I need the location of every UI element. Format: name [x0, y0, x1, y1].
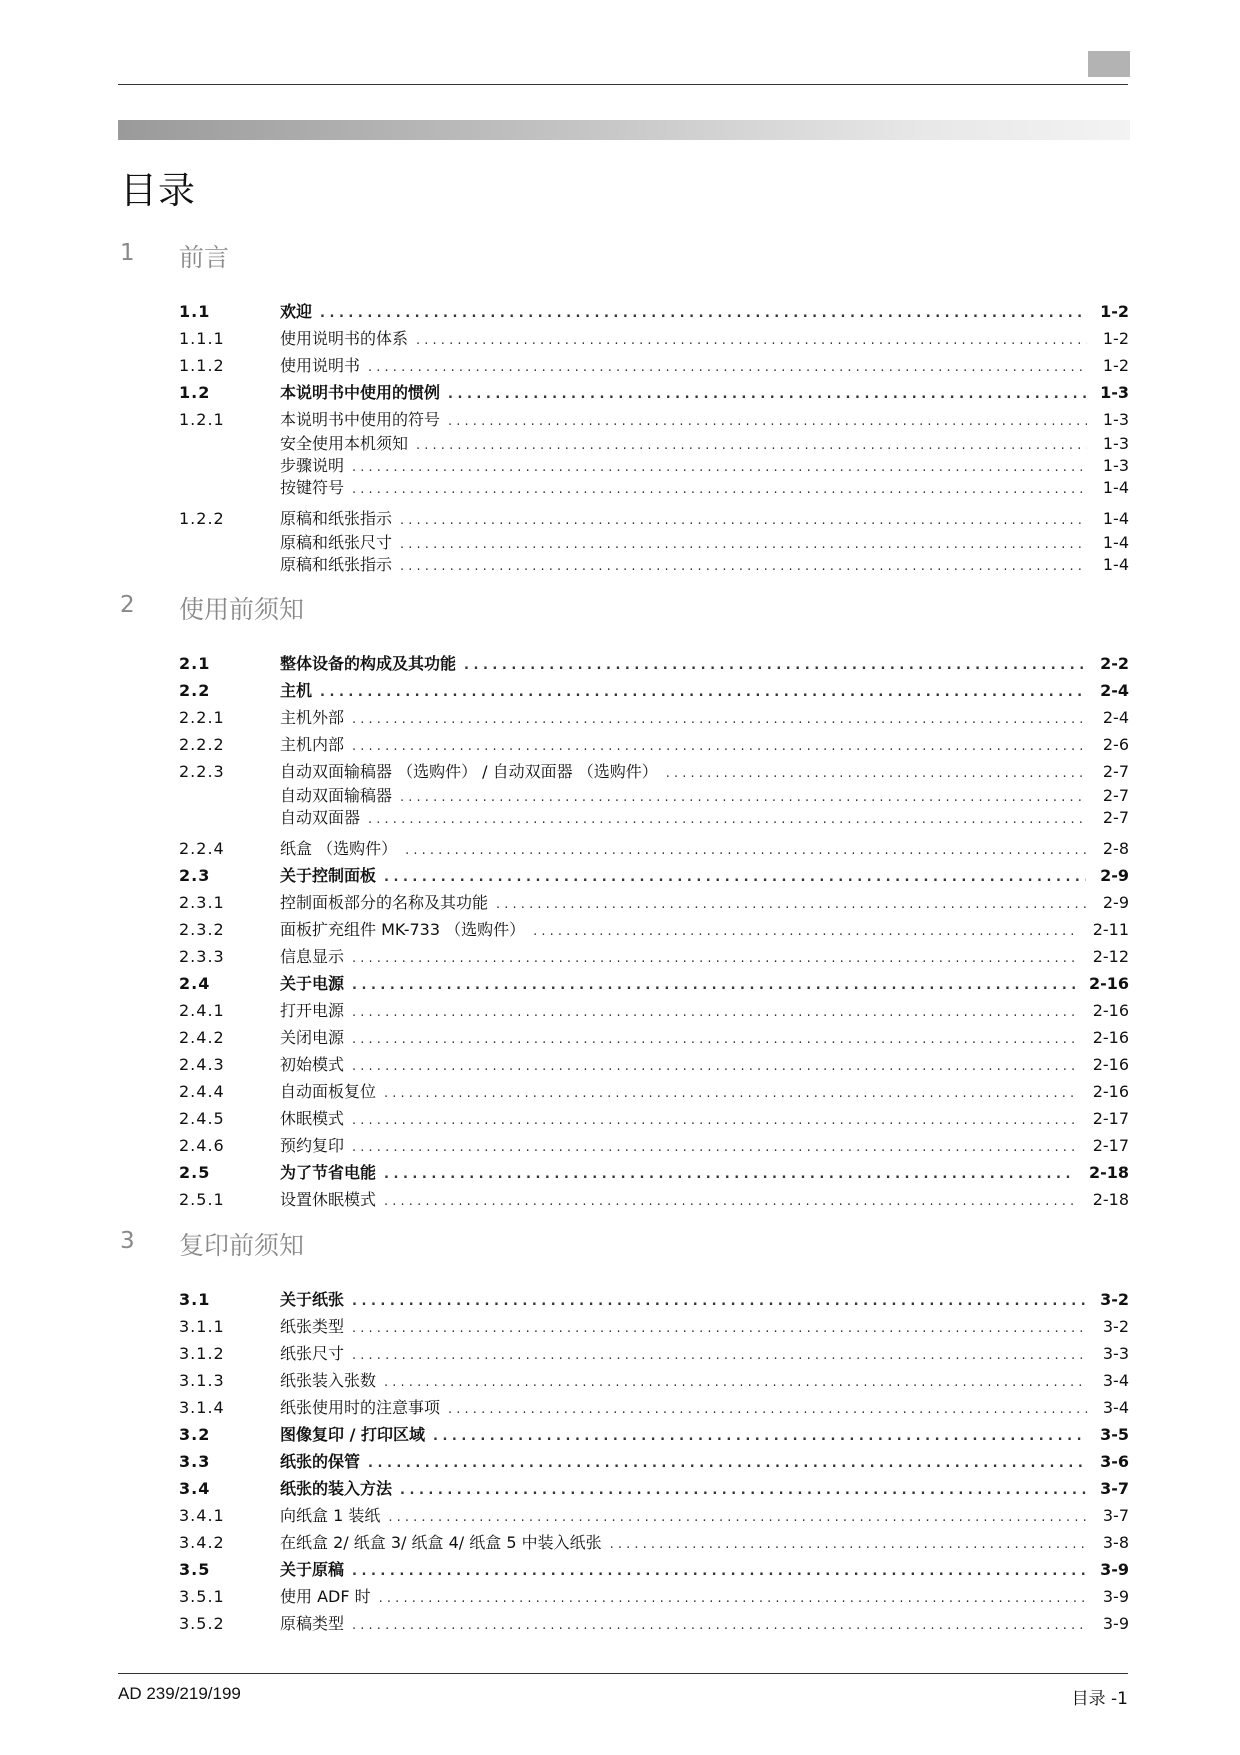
chapter-entries — [0, 1286, 1240, 1637]
toc-entry-label: 在纸盒 2/ 纸盒 3/ 纸盒 4/ 纸盒 5 中装入纸张 — [280, 1533, 602, 1552]
toc-entry[interactable] — [0, 1313, 1240, 1340]
toc-entry-line — [280, 477, 1129, 501]
toc-entry-label: 设置休眠模式 — [280, 1190, 377, 1209]
toc-entry[interactable] — [0, 1529, 1240, 1556]
toc-entry-number: 1.2 — [179, 383, 211, 402]
toc-entry-number: 3.2 — [179, 1425, 211, 1444]
chapter-title: 使用前须知 — [179, 595, 305, 624]
toc-entry-line — [280, 889, 1129, 918]
dot-leader — [352, 457, 1087, 479]
toc-entry-number: 2.4.2 — [179, 1028, 225, 1047]
toc-entry-line — [280, 862, 1129, 891]
toc-entry[interactable] — [0, 1394, 1240, 1421]
toc-entry-page: 3-9 — [1100, 1560, 1129, 1579]
toc-entry[interactable] — [0, 1340, 1240, 1367]
toc-entry-label: 原稿和纸张尺寸 — [280, 533, 393, 552]
toc-entry-number: 2.4 — [179, 974, 211, 993]
toc-entry-page: 2-4 — [1102, 708, 1129, 727]
header-rule — [118, 84, 1128, 85]
toc-entry-page: 3-2 — [1102, 1317, 1129, 1336]
toc-entry-number: 2.1 — [179, 654, 211, 673]
toc-entry[interactable] — [0, 807, 1240, 829]
toc-entry-number: 2.4.3 — [179, 1055, 225, 1074]
toc-entry[interactable] — [0, 1475, 1240, 1502]
toc-entry-page: 2-7 — [1102, 762, 1129, 781]
toc-entry[interactable] — [0, 970, 1240, 997]
chapter-heading[interactable] — [0, 240, 1240, 276]
toc-entry-line — [280, 1340, 1129, 1369]
toc-entry-label: 纸张的保管 — [280, 1452, 361, 1471]
title-gradient-band — [118, 120, 1130, 140]
toc-entry-line — [280, 916, 1129, 945]
toc-entry-label: 纸张使用时的注意事项 — [280, 1398, 441, 1417]
toc-entry[interactable] — [0, 1186, 1240, 1213]
toc-entry-number: 3.3 — [179, 1452, 211, 1471]
toc-entry-line — [280, 1186, 1129, 1215]
toc-entry[interactable] — [0, 785, 1240, 807]
dot-leader — [388, 1504, 1087, 1531]
dot-leader — [448, 408, 1087, 435]
dot-leader — [384, 864, 1086, 891]
toc-entry-page: 2-8 — [1102, 839, 1129, 858]
toc-entry-label: 使用 ADF 时 — [280, 1587, 371, 1606]
toc-entry-page: 2-6 — [1102, 735, 1129, 754]
dot-leader — [368, 354, 1087, 381]
toc-entry-page: 2-18 — [1092, 1190, 1129, 1209]
chapter-2 — [0, 592, 1240, 1213]
toc-entry-line — [280, 505, 1129, 534]
toc-entry-number: 2.3.1 — [179, 893, 225, 912]
toc-entry-page: 3-8 — [1102, 1533, 1129, 1552]
toc-entry-number: 3.5 — [179, 1560, 211, 1579]
toc-entry-line — [280, 1367, 1129, 1396]
toc-entry-page: 1-2 — [1102, 356, 1129, 375]
toc-entry-line — [280, 1583, 1129, 1612]
toc-entry-label: 纸张尺寸 — [280, 1344, 345, 1363]
dot-leader — [448, 381, 1086, 408]
dot-leader — [352, 1612, 1087, 1639]
toc-entry-page: 2-17 — [1092, 1136, 1129, 1155]
chapter-entries — [0, 650, 1240, 1213]
toc-entry-label: 原稿和纸张指示 — [280, 555, 393, 574]
toc-entry-label: 自动面板复位 — [280, 1082, 377, 1101]
dot-leader — [384, 1080, 1079, 1107]
dot-leader — [533, 918, 1079, 945]
dot-leader — [496, 891, 1087, 918]
toc-entry-page: 1-3 — [1100, 383, 1129, 402]
toc-entry-line — [280, 731, 1129, 760]
toc-entry-number: 3.5.1 — [179, 1587, 225, 1606]
dot-leader — [400, 787, 1087, 809]
toc-entry-line — [280, 807, 1129, 831]
toc-entry-label: 图像复印 / 打印区域 — [280, 1425, 425, 1444]
toc-entry-page: 1-2 — [1102, 329, 1129, 348]
toc-entry-line — [280, 758, 1129, 787]
toc-entry-label: 整体设备的构成及其功能 — [280, 654, 457, 673]
dot-leader — [379, 1585, 1087, 1612]
toc-entry-number: 1.1 — [179, 302, 211, 321]
dot-leader — [384, 1161, 1075, 1188]
chapter-entries — [0, 298, 1240, 576]
toc-entry[interactable] — [0, 298, 1240, 325]
dot-leader — [666, 760, 1087, 787]
header-tab-marker — [1088, 51, 1130, 77]
toc-entry-number: 2.4.5 — [179, 1109, 225, 1128]
toc-entry[interactable] — [0, 1051, 1240, 1078]
toc-entry-page: 1-3 — [1102, 434, 1129, 453]
dot-leader — [416, 435, 1087, 457]
chapter-1 — [0, 240, 1240, 576]
toc-entry[interactable] — [0, 1132, 1240, 1159]
toc-entry-page: 3-7 — [1100, 1479, 1129, 1498]
toc-entry-number: 2.3.2 — [179, 920, 225, 939]
dot-leader — [352, 1134, 1079, 1161]
toc-entry-label: 主机 — [280, 681, 313, 700]
toc-entry-page: 2-9 — [1102, 893, 1129, 912]
footer-model: AD 239/219/199 — [118, 1684, 241, 1703]
toc-entry-number: 3.1.3 — [179, 1371, 225, 1390]
dot-leader — [352, 1558, 1086, 1585]
dot-leader — [352, 1053, 1079, 1080]
chapter-number: 1 — [120, 240, 135, 266]
toc-entry-page: 1-3 — [1102, 410, 1129, 429]
toc-entry[interactable] — [0, 1421, 1240, 1448]
toc-entry-page: 2-7 — [1102, 808, 1129, 827]
toc-entry[interactable] — [0, 505, 1240, 532]
dot-leader — [448, 1396, 1087, 1423]
toc-entry[interactable] — [0, 835, 1240, 862]
toc-entry-page: 1-3 — [1102, 456, 1129, 475]
toc-entry[interactable] — [0, 1610, 1240, 1637]
toc-entry-line — [280, 943, 1129, 972]
toc-entry-label: 纸盒 （选购件） — [280, 839, 398, 858]
toc-entry-label: 使用说明书的体系 — [280, 329, 409, 348]
toc-entry[interactable] — [0, 532, 1240, 554]
toc-entry-line — [280, 1610, 1129, 1639]
dot-leader — [368, 809, 1087, 831]
toc-entry[interactable] — [0, 731, 1240, 758]
dot-leader — [352, 972, 1075, 999]
footer-page-number: 目录 -1 — [1071, 1689, 1128, 1709]
toc-entry-line — [280, 325, 1129, 354]
toc-entry-page: 2-18 — [1088, 1163, 1129, 1182]
dot-leader — [352, 479, 1087, 501]
toc-entry[interactable] — [0, 1078, 1240, 1105]
toc-entry-page: 2-16 — [1088, 974, 1129, 993]
toc-entry-number: 2.5 — [179, 1163, 211, 1182]
chapter-heading[interactable] — [0, 1228, 1240, 1264]
dot-leader — [384, 1188, 1079, 1215]
toc-entry[interactable] — [0, 1583, 1240, 1610]
dot-leader — [320, 300, 1086, 327]
toc-entry[interactable] — [0, 1105, 1240, 1132]
toc-entry-number: 1.2.2 — [179, 509, 225, 528]
toc-entry-page: 2-12 — [1092, 947, 1129, 966]
toc-entry[interactable] — [0, 406, 1240, 433]
toc-entry-label: 按键符号 — [280, 478, 345, 497]
toc-entry-number: 2.4.1 — [179, 1001, 225, 1020]
toc-entry-line — [280, 1448, 1129, 1477]
toc-entry-label: 初始模式 — [280, 1055, 345, 1074]
toc-entry-page: 2-17 — [1092, 1109, 1129, 1128]
toc-entry[interactable] — [0, 916, 1240, 943]
toc-entry-page: 1-4 — [1102, 555, 1129, 574]
dot-leader — [352, 945, 1079, 972]
toc-entry-number: 2.2.1 — [179, 708, 225, 727]
toc-entry[interactable] — [0, 379, 1240, 406]
toc-entry-page: 3-5 — [1100, 1425, 1129, 1444]
toc-entry-number: 3.5.2 — [179, 1614, 225, 1633]
toc-entry-label: 关于纸张 — [280, 1290, 345, 1309]
toc-entry-page: 1-2 — [1100, 302, 1129, 321]
toc-entry-line — [280, 298, 1129, 327]
toc-entry-line — [280, 532, 1129, 556]
page-title: 目录 — [120, 169, 196, 212]
dot-leader — [400, 1477, 1086, 1504]
toc-entry-line — [280, 1078, 1129, 1107]
toc-entry-label: 关闭电源 — [280, 1028, 345, 1047]
toc-entry[interactable] — [0, 433, 1240, 455]
toc-entry[interactable] — [0, 943, 1240, 970]
toc-entry-number: 2.2.2 — [179, 735, 225, 754]
toc-entry-number: 2.4.6 — [179, 1136, 225, 1155]
toc-entry-label: 原稿类型 — [280, 1614, 345, 1633]
toc-entry[interactable] — [0, 889, 1240, 916]
toc-entry-label: 主机内部 — [280, 735, 345, 754]
toc-entry-number: 3.4.2 — [179, 1533, 225, 1552]
toc-entry[interactable] — [0, 1448, 1240, 1475]
dot-leader — [352, 1026, 1079, 1053]
dot-leader — [400, 534, 1087, 556]
toc-entry-page: 3-4 — [1102, 1398, 1129, 1417]
toc-entry-number: 3.1.4 — [179, 1398, 225, 1417]
toc-entry-number: 2.2.4 — [179, 839, 225, 858]
toc-entry[interactable] — [0, 477, 1240, 499]
toc-entry-label: 预约复印 — [280, 1136, 345, 1155]
toc-entry-page: 2-16 — [1092, 1001, 1129, 1020]
dot-leader — [352, 1342, 1087, 1369]
toc-entry-page: 3-7 — [1102, 1506, 1129, 1525]
toc-entry-label: 自动双面输稿器 （选购件） / 自动双面器 （选购件） — [280, 762, 658, 781]
toc-entry[interactable] — [0, 554, 1240, 576]
toc-entry-line — [280, 1502, 1129, 1531]
toc-entry-page: 3-2 — [1100, 1290, 1129, 1309]
toc-entry-number: 2.2.3 — [179, 762, 225, 781]
toc-entry-page: 2-16 — [1092, 1028, 1129, 1047]
toc-entry-label: 关于电源 — [280, 974, 345, 993]
dot-leader — [416, 327, 1087, 354]
toc-entry[interactable] — [0, 758, 1240, 785]
dot-leader — [320, 679, 1086, 706]
toc-entry-label: 原稿和纸张指示 — [280, 509, 393, 528]
dot-leader — [352, 1315, 1087, 1342]
toc-entry-line — [280, 433, 1129, 457]
chapter-title: 前言 — [179, 243, 230, 272]
toc-entry-label: 本说明书中使用的符号 — [280, 410, 441, 429]
toc-entry[interactable] — [0, 650, 1240, 677]
toc-entry[interactable] — [0, 455, 1240, 477]
toc-entry-line — [280, 1105, 1129, 1134]
toc-entry-line — [280, 970, 1129, 999]
toc-entry-line — [280, 1024, 1129, 1053]
toc-entry-line — [280, 1159, 1129, 1188]
toc-entry-line — [280, 1313, 1129, 1342]
chapter-number: 2 — [120, 592, 135, 618]
toc-entry-label: 打开电源 — [280, 1001, 345, 1020]
toc-entry[interactable] — [0, 1024, 1240, 1051]
toc-entry[interactable] — [0, 677, 1240, 704]
dot-leader — [464, 652, 1086, 679]
toc-entry-line — [280, 1394, 1129, 1423]
toc-entry-label: 纸张装入张数 — [280, 1371, 377, 1390]
toc-entry-line — [280, 704, 1129, 733]
toc-entry-page: 1-4 — [1102, 478, 1129, 497]
dot-leader — [368, 1450, 1086, 1477]
toc-entry-number: 1.1.1 — [179, 329, 225, 348]
toc-entry-line — [280, 677, 1129, 706]
toc-entry-line — [280, 1132, 1129, 1161]
toc-entry-number: 2.5.1 — [179, 1190, 225, 1209]
toc-entry-line — [280, 1421, 1129, 1450]
toc-entry-page: 3-6 — [1100, 1452, 1129, 1471]
toc-entry-label: 向纸盒 1 装纸 — [280, 1506, 381, 1525]
dot-leader — [352, 999, 1079, 1026]
footer-rule — [118, 1673, 1128, 1674]
toc-entry-line — [280, 785, 1129, 809]
toc-entry-label: 为了节省电能 — [280, 1163, 377, 1182]
toc-entry-page: 2-11 — [1092, 920, 1129, 939]
dot-leader — [384, 1369, 1087, 1396]
toc-entry-page: 3-9 — [1102, 1587, 1129, 1606]
toc-entry-line — [280, 1556, 1129, 1585]
toc-entry-label: 自动双面器 — [280, 808, 361, 827]
toc-entry[interactable] — [0, 325, 1240, 352]
toc-entry-number: 3.4.1 — [179, 1506, 225, 1525]
toc-entry-number: 1.1.2 — [179, 356, 225, 375]
dot-leader — [433, 1423, 1086, 1450]
toc-entry-number: 2.2 — [179, 681, 211, 700]
toc-entry-page: 2-16 — [1092, 1082, 1129, 1101]
toc-entry[interactable] — [0, 704, 1240, 731]
toc-entry-label: 自动双面输稿器 — [280, 786, 393, 805]
dot-leader — [400, 507, 1087, 534]
toc-entry-line — [280, 1529, 1129, 1558]
toc-entry-page: 1-4 — [1102, 509, 1129, 528]
toc-entry-line — [280, 1286, 1129, 1315]
toc-entry[interactable] — [0, 1367, 1240, 1394]
toc-entry-label: 使用说明书 — [280, 356, 361, 375]
toc-entry-label: 纸张类型 — [280, 1317, 345, 1336]
toc-entry-line — [280, 835, 1129, 864]
dot-leader — [405, 837, 1087, 864]
toc-entry-label: 控制面板部分的名称及其功能 — [280, 893, 489, 912]
toc-entry-number: 3.1 — [179, 1290, 211, 1309]
toc-entry-page: 2-7 — [1102, 786, 1129, 805]
dot-leader — [400, 556, 1087, 578]
chapter-3 — [0, 1228, 1240, 1637]
toc-entry-line — [280, 650, 1129, 679]
dot-leader — [352, 706, 1087, 733]
toc-entry-label: 步骤说明 — [280, 456, 345, 475]
dot-leader — [352, 1288, 1086, 1315]
toc-entry-label: 本说明书中使用的惯例 — [280, 383, 441, 402]
toc-entry-label: 主机外部 — [280, 708, 345, 727]
toc-entry-line — [280, 406, 1129, 435]
toc-entry-number: 2.3 — [179, 866, 211, 885]
toc-entry[interactable] — [0, 1286, 1240, 1313]
toc-entry-page: 3-4 — [1102, 1371, 1129, 1390]
toc-entry-label: 关于原稿 — [280, 1560, 345, 1579]
toc-entry-number: 2.4.4 — [179, 1082, 225, 1101]
toc-entry-number: 3.4 — [179, 1479, 211, 1498]
toc-entry-line — [280, 1051, 1129, 1080]
toc-entry-label: 信息显示 — [280, 947, 345, 966]
chapter-number: 3 — [120, 1228, 135, 1254]
toc-entry-line — [280, 379, 1129, 408]
toc-entry-page: 3-3 — [1102, 1344, 1129, 1363]
toc-entry-label: 关于控制面板 — [280, 866, 377, 885]
chapter-title: 复印前须知 — [179, 1231, 305, 1260]
toc-entry-number: 3.1.2 — [179, 1344, 225, 1363]
toc-entry-page: 2-9 — [1100, 866, 1129, 885]
toc-entry[interactable] — [0, 862, 1240, 889]
dot-leader — [352, 733, 1087, 760]
toc-entry[interactable] — [0, 1159, 1240, 1186]
toc-entry-line — [280, 455, 1129, 479]
toc-entry-line — [280, 352, 1129, 381]
toc-entry[interactable] — [0, 1556, 1240, 1583]
toc-entry-line — [280, 997, 1129, 1026]
toc-entry-number: 3.1.1 — [179, 1317, 225, 1336]
chapter-heading[interactable] — [0, 592, 1240, 628]
toc-entry-label: 安全使用本机须知 — [280, 434, 409, 453]
dot-leader — [352, 1107, 1079, 1134]
toc-entry-page: 3-9 — [1102, 1614, 1129, 1633]
toc-entry[interactable] — [0, 997, 1240, 1024]
toc-entry-line — [280, 1475, 1129, 1504]
toc-entry-page: 2-4 — [1100, 681, 1129, 700]
toc-entry-page: 1-4 — [1102, 533, 1129, 552]
toc-entry-page: 2-16 — [1092, 1055, 1129, 1074]
toc-entry-label: 面板扩充组件 MK-733 （选购件） — [280, 920, 526, 939]
toc-entry-page: 2-2 — [1100, 654, 1129, 673]
toc-entry-label: 休眠模式 — [280, 1109, 345, 1128]
toc-entry[interactable] — [0, 352, 1240, 379]
toc-entry-label: 纸张的装入方法 — [280, 1479, 393, 1498]
toc-entry-label: 欢迎 — [280, 302, 313, 321]
toc-entry-number: 1.2.1 — [179, 410, 225, 429]
dot-leader — [610, 1531, 1087, 1558]
toc-entry[interactable] — [0, 1502, 1240, 1529]
toc-entry-line — [280, 554, 1129, 578]
toc-entry-number: 2.3.3 — [179, 947, 225, 966]
